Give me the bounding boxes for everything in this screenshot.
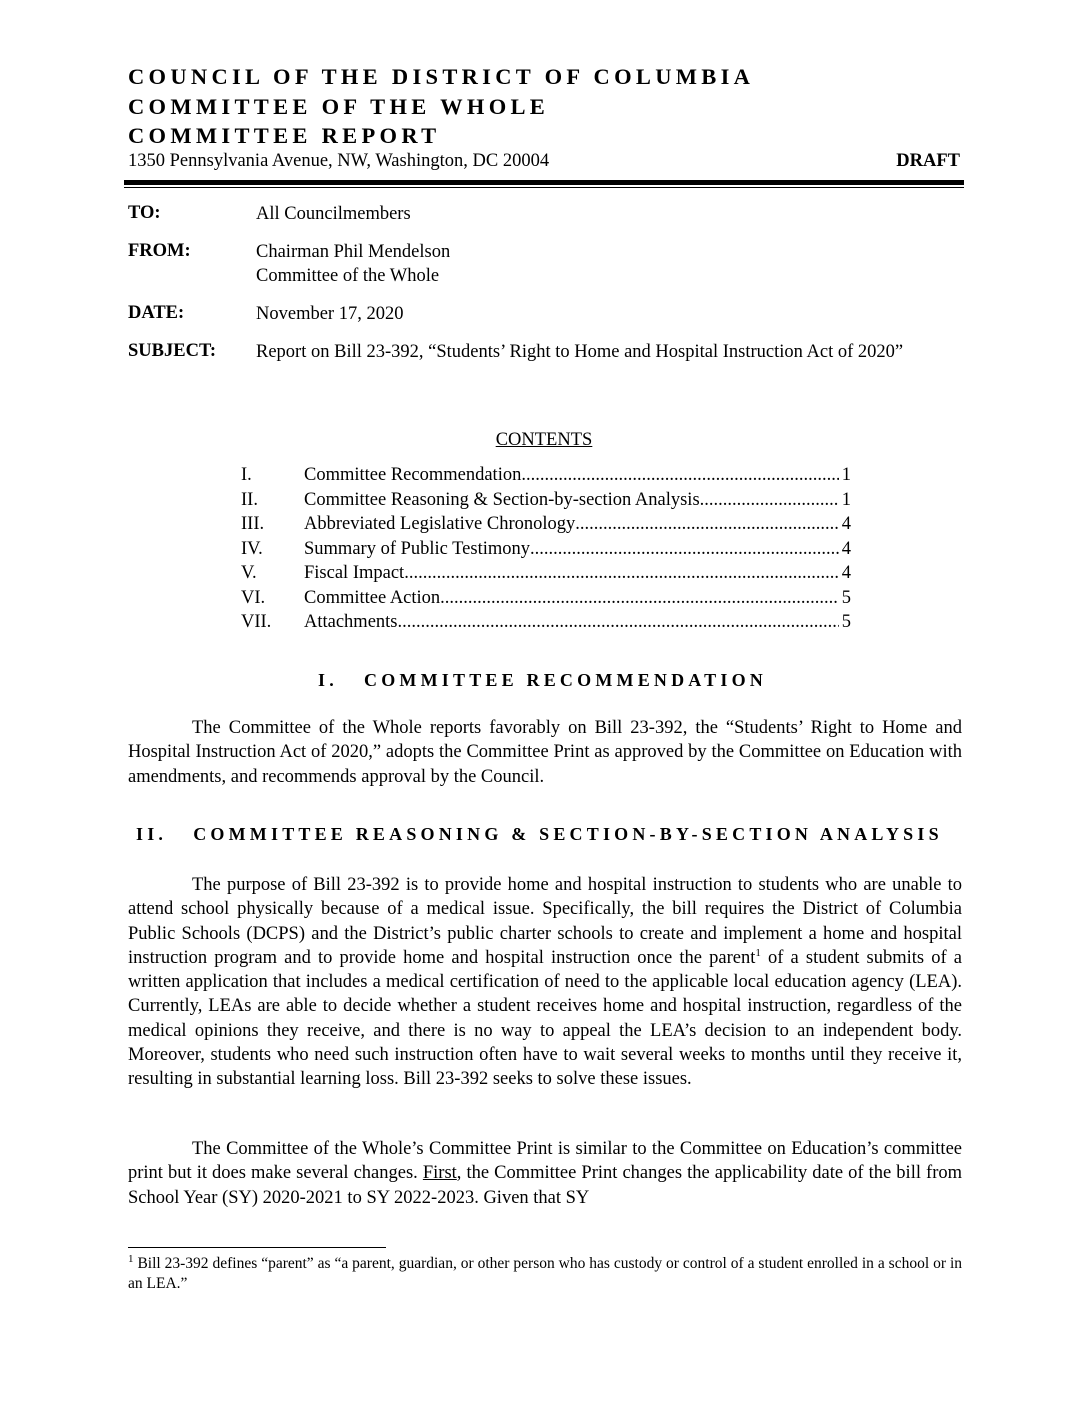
date-value: November 17, 2020 <box>256 304 404 324</box>
toc-page: 4 <box>841 514 851 534</box>
footnote-separator <box>128 1247 386 1248</box>
toc-number: I. <box>241 465 252 485</box>
paragraph-text: of a student submits of a written application that includes a medical certification of need to the applicable local education agency (LEA). Currently, LEAs are able to decide whether a student receives home and hospital instruction, regardless of the medical opinions they receive, and there is no way to appeal the LEA’s decision to an independent body. Moreover, students who need such instruction often have to wait several weeks to months until they receive it, resulting in substantial learning loss. Bill 23-392 seeks to solve these issues. <box>128 947 962 1090</box>
toc-page: 1 <box>841 489 851 510</box>
toc-page: 1 <box>841 465 851 485</box>
toc-title: Committee Reasoning & Section-by-section Analysis <box>304 489 700 510</box>
section-2-paragraph-1 <box>128 873 962 1092</box>
subject-label: SUBJECT: <box>128 341 217 361</box>
toc-leader <box>521 463 839 488</box>
from-name: Chairman Phil Mendelson <box>256 242 451 262</box>
toc-title: Committee Recommendation <box>304 465 522 485</box>
toc-leader <box>700 488 839 513</box>
toc-page: 5 <box>841 612 851 632</box>
toc-leader <box>575 512 839 537</box>
paragraph-text: The purpose of Bill 23-392 is to provide home and hospital instruction to students who are unable to attend school physically because of a medical issue. Specifically, the bill requires the District of Columbia Public Schools (DCPS) and the District’s public charter schools to create and implement a home and hospital instruction program and to provide home and hospital instruction once the parent <box>128 875 962 968</box>
date-label: DATE: <box>128 303 185 323</box>
to-value: All Councilmembers <box>256 204 411 224</box>
section-1-paragraph: The Committee of the Whole reports favorably on Bill 23-392, the “Students’ Right to Home and Hospital Instruction Act of 2020,” adopts the Committee Print as approved by the Committee on Education with amendments, and recommends approval by the Council. <box>128 718 962 787</box>
footnote-1 <box>128 1254 962 1294</box>
toc-number: IV. <box>241 538 263 559</box>
toc-entry[interactable] <box>241 512 851 537</box>
address: 1350 Pennsylvania Avenue, NW, Washington, DC 20004 <box>128 151 550 171</box>
header-rule-thin <box>124 187 964 188</box>
toc-title: Abbreviated Legislative Chronology <box>304 514 576 534</box>
draft-label: DRAFT <box>896 151 960 171</box>
toc-title: Committee Action <box>304 587 441 608</box>
committee-title: COMMITTEE OF THE WHOLE <box>128 94 550 119</box>
toc-number: V. <box>241 563 257 583</box>
toc-page: 4 <box>841 538 851 559</box>
section-2-heading: II. COMMITTEE REASONING & SECTION-BY-SECTION ANALYSIS <box>136 824 943 844</box>
contents-title: CONTENTS <box>495 430 593 450</box>
to-label: TO: <box>128 203 161 223</box>
toc-leader <box>404 561 839 586</box>
toc-page: 5 <box>841 587 851 608</box>
toc-number: III. <box>241 514 265 534</box>
from-label: FROM: <box>128 241 191 261</box>
toc-page: 4 <box>841 563 851 583</box>
toc-number: VII. <box>241 612 272 632</box>
toc-leader <box>530 537 839 562</box>
toc-number: II. <box>241 489 258 510</box>
subject-value: Report on Bill 23-392, “Students’ Right to Home and Hospital Instruction Act of 2020” <box>256 342 904 362</box>
toc-entry[interactable] <box>241 488 851 513</box>
from-value <box>256 240 966 288</box>
toc-title: Summary of Public Testimony <box>304 538 531 559</box>
footnote-text: Bill 23-392 defines “parent” as “a parent, guardian, or other person who has custody or control of a student enrolled in a school or in an LEA.” <box>128 1255 962 1292</box>
footnote-reference[interactable]: 1 <box>755 946 761 959</box>
toc-title: Attachments <box>304 612 398 632</box>
report-title: COMMITTEE REPORT <box>128 123 441 148</box>
toc-leader <box>398 610 839 635</box>
toc-number: VI. <box>241 587 266 608</box>
section-2-paragraph-2 <box>128 1137 962 1210</box>
toc-entry[interactable] <box>241 561 851 586</box>
table-of-contents <box>241 463 851 635</box>
council-title: COUNCIL OF THE DISTRICT OF COLUMBIA <box>128 64 755 89</box>
toc-entry[interactable] <box>241 586 851 611</box>
toc-leader <box>440 586 839 611</box>
footnote-number: 1 <box>128 1252 134 1265</box>
paragraph-text: , the Committee Print changes the applicability date of the bill from School Year (SY) 2020-2021 to SY 2022-2023. Given that SY <box>128 1163 962 1208</box>
from-committee: Committee of the Whole <box>256 266 440 286</box>
toc-entry[interactable] <box>241 610 851 635</box>
toc-title: Fiscal Impact <box>304 563 405 583</box>
header-rule-thick <box>124 180 964 185</box>
toc-entry[interactable] <box>241 537 851 562</box>
paragraph-text: The Committee of the Whole’s Committee Print is similar to the Committee on Education’s committee print but it does make several changes. <box>128 1139 962 1184</box>
emphasis-first: First <box>422 1163 457 1184</box>
section-1-heading: I. COMMITTEE RECOMMENDATION <box>318 670 767 690</box>
toc-entry[interactable] <box>241 463 851 488</box>
